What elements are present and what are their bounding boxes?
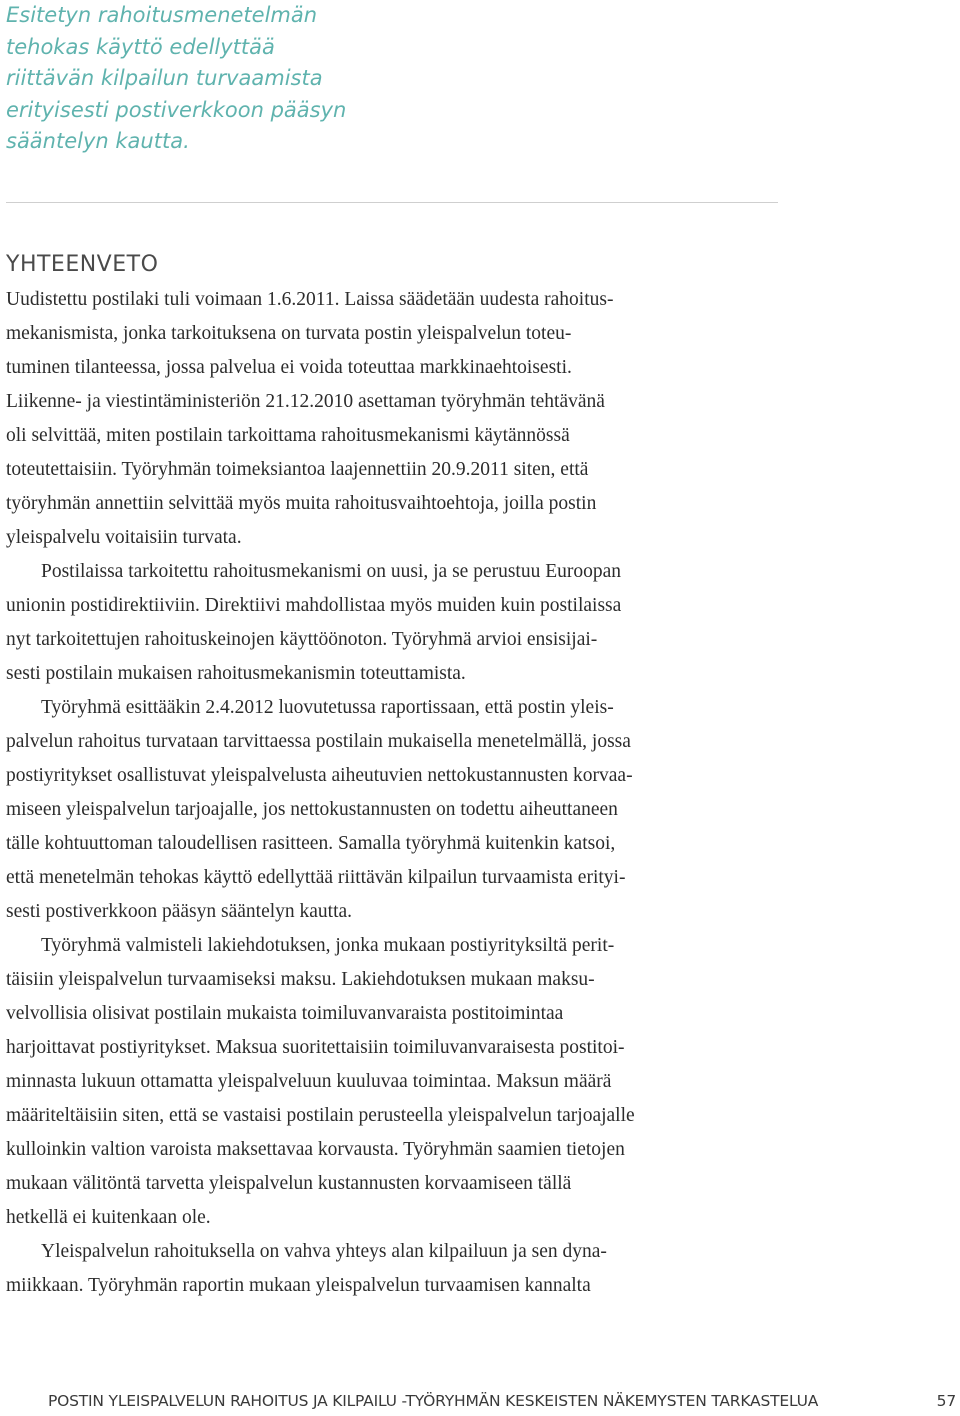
pull-quote-line: erityisesti postiverkkoon pääsyn <box>6 97 347 122</box>
text-line: sesti postilain mukaisen rahoitusmekanismin toteuttamista. <box>6 663 466 684</box>
text-line: Työryhmä esittääkin 2.4.2012 luovutetussa raportissaan, että postin yleis- <box>41 697 614 718</box>
pull-quote-line: sääntelyn kautta. <box>6 129 190 153</box>
text-line: että menetelmän tehokas käyttö edellyttää riittävän kilpailun turvaamista erityi- <box>6 867 626 888</box>
text-line: sesti postiverkkoon pääsyn sääntelyn kautta. <box>6 901 353 922</box>
text-line: palvelun rahoitus turvataan tarvittaessa postilain mukaisella menetelmällä, jossa <box>6 731 631 752</box>
text-line: postiyritykset osallistuvat yleispalvelusta aiheutuvien nettokustannusten korvaa- <box>6 765 633 786</box>
text-line: työryhmän annettiin selvittää myös muita rahoitusvaihtoehtoja, joilla postin <box>6 493 597 514</box>
text-line: unionin postidirektiiviin. Direktiivi mahdollistaa myös muiden kuin postilaissa <box>6 595 622 616</box>
text-line: Työryhmä valmisteli lakiehdotuksen, jonka mukaan postiyrityksiltä perit- <box>41 935 615 956</box>
text-line: Liikenne- ja viestintäministeriön 21.12.2010 asettaman työryhmän tehtävänä <box>6 391 605 412</box>
text-line: miseen yleispalvelun tarjoajalle, jos nettokustannusten on todettu aiheuttaneen <box>6 799 618 820</box>
text-line: Uudistettu postilaki tuli voimaan 1.6.2011. Laissa säädetään uudesta rahoitus- <box>6 289 614 310</box>
page-number: 57 <box>936 1392 956 1410</box>
footer-title: POSTIN YLEISPALVELUN RAHOITUS JA KILPAILU -TYÖRYHMÄN KESKEISTEN NÄKEMYSTEN TARKASTELUA <box>48 1392 819 1410</box>
text-line: tälle kohtuuttoman taloudellisen rasitteen. Samalla työryhmä kuitenkin katsoi, <box>6 833 616 854</box>
text-line: Postilaissa tarkoitettu rahoitusmekanismi on uusi, ja se perustuu Euroopan <box>41 561 622 582</box>
divider <box>6 202 778 203</box>
text-line: nyt tarkoitettujen rahoituskeinojen käyttöönoton. Työryhmä arvioi ensisijai- <box>6 629 598 650</box>
text-line: hetkellä ei kuitenkaan ole. <box>6 1207 211 1228</box>
text-line: Yleispalvelun rahoituksella on vahva yhteys alan kilpailuun ja sen dyna- <box>41 1241 607 1262</box>
text-line: täisiin yleispalvelun turvaamiseksi maksu. Lakiehdotuksen mukaan maksu- <box>6 969 595 990</box>
text-line: yleispalvelu voitaisiin turvata. <box>6 527 242 548</box>
text-line: miikkaan. Työryhmän raportin mukaan yleispalvelun turvaamisen kannalta <box>6 1275 591 1296</box>
pull-quote-line: riittävän kilpailun turvaamista <box>6 66 323 90</box>
pull-quote <box>6 0 347 158</box>
text-line: oli selvittää, miten postilain tarkoittama rahoitusmekanismi käytännössä <box>6 425 570 446</box>
text-line: määriteltäisiin siten, että se vastaisi postilain perusteella yleispalvelun tarjoajalle <box>6 1105 635 1126</box>
text-line: toteutettaisiin. Työryhmän toimeksiantoa laajennettiin 20.9.2011 siten, että <box>6 459 589 480</box>
text-line: kulloinkin valtion varoista maksettavaa korvausta. Työryhmän saamien tietojen <box>6 1139 625 1160</box>
text-line: tuminen tilanteessa, jossa palvelua ei voida toteuttaa markkinaehtoisesti. <box>6 357 572 378</box>
text-line: minnasta lukuun ottamatta yleispalveluun kuuluvaa toimintaa. Maksun määrä <box>6 1071 612 1092</box>
page-footer <box>48 1392 960 1416</box>
body-text <box>6 283 796 1303</box>
text-line: mekanismista, jonka tarkoituksena on turvata postin yleispalvelun toteu- <box>6 323 572 344</box>
pull-quote-line: tehokas käyttö edellyttää <box>6 34 275 59</box>
text-line: velvollisia olisivat postilain mukaista toimiluvanvaraista postitoimintaa <box>6 1003 564 1024</box>
text-line: harjoittavat postiyritykset. Maksua suoritettaisiin toimiluvanvaraisesta postitoi- <box>6 1037 625 1058</box>
pull-quote-line: Esitetyn rahoitusmenetelmän <box>6 3 318 27</box>
text-line: mukaan välitöntä tarvetta yleispalvelun kustannusten korvaamiseen tällä <box>6 1173 572 1194</box>
section-heading: YHTEENVETO <box>6 252 159 277</box>
